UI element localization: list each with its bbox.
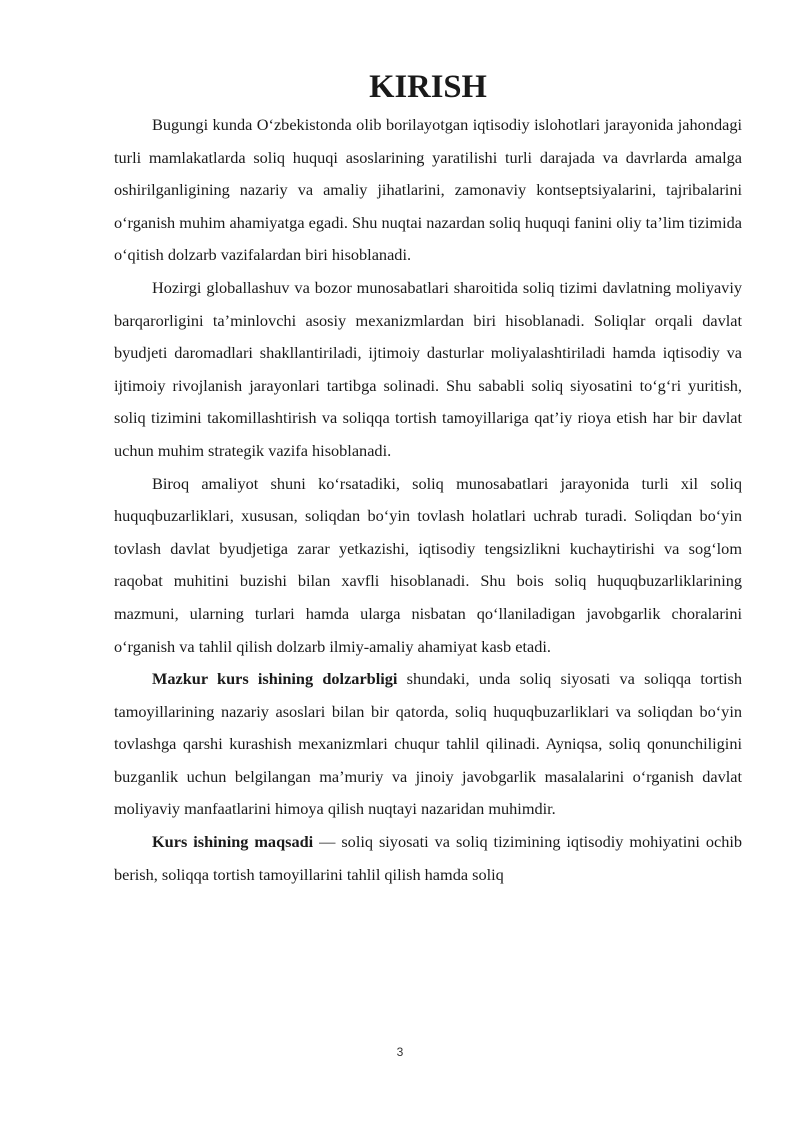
paragraph-text: — soliq siyosati va soliq tizimining iqtisodiy mohiyatini ochib berish, soliqqa tortish tamoyillarini tahlil qilish hamda soliq [114,832,742,884]
paragraph-lead: Mazkur kurs ishining dolzarbligi [152,669,398,689]
paragraph-5 [114,826,742,891]
page-number: 3 [396,1045,404,1059]
paragraph-text: shundaki, unda soliq siyosati va soliqqa tortish tamoyillarining nazariy asoslari bilan bir qatorda, soliq huquqbuzarliklari va soliqdan bo‘yin tovlashga qarshi kurashish mexanizmlari chuqur tahlil qilinadi. Ayniqsa, soliq qonunchiligini buzganlik uchun belgilangan ma’muriy va jinoiy javobgarlik masalalarini o‘rganish davlat moliyaviy manfaatlarini himoya qilish nuqtayi nazaridan muhimdir. [114,669,742,819]
paragraph-lead: Kurs ishining maqsadi [152,832,314,852]
paragraph-3 [114,468,742,664]
paragraph-4 [114,663,742,826]
paragraph-1 [114,109,742,272]
section-heading: KIRISH [369,69,487,105]
paragraph-2 [114,272,742,468]
paragraph-text: Bugungi kunda O‘zbekistonda olib borilayotgan iqtisodiy islohotlari jarayonida jahondagi turli mamlakatlarda soliq huquqi asoslarining yaratilishi turli darajada va davrlarda amalga oshirilganligining nazariy va amaliy jihatlarini, zamonaviy kontseptsiyalarini, tajribalarini o‘rganish muhim ahamiyatga egadi. Shu nuqtai nazardan soliq huquqi fanini oliy ta’lim tizimida o‘qitish dolzarb vazifalardan biri hisoblanadi. [114,115,742,265]
paragraph-text: Hozirgi globallashuv va bozor munosabatlari sharoitida soliq tizimi davlatning moliyaviy barqarorligini ta’minlovchi asosiy mexanizmlardan biri hisoblanadi. Soliqlar orqali davlat byudjeti daromadlari shakllantiriladi, ijtimoiy dasturlar moliyalashtiriladi hamda iqtisodiy va ijtimoiy rivojlanish jarayonlari tartibga solinadi. Shu sababli soliq siyosatini to‘g‘ri yuritish, soliq tizimini takomillashtirish va soliqqa tortish tamoyillariga qat’iy rioya etish har bir davlat uchun muhim strategik vazifa hisoblanadi. [114,277,742,460]
paragraph-text: Biroq amaliyot shuni ko‘rsatadiki, soliq munosabatlari jarayonida turli xil soliq huquqbuzarliklari, xususan, soliqdan bo‘yin tovlash holatlari uchrab turadi. Soliqdan bo‘yin tovlash davlat byudjetiga zarar yetkazishi, iqtisodiy tengsizlikni kuchaytirishi va sog‘lom raqobat muhitini buzishi bilan xavfli hisoblanadi. Shu bois soliq huquqbuzarliklarining mazmuni, ularning turlari hamda ularga nisbatan qo‘llaniladigan javobgarlik choralarini o‘rganish va tahlil qilish dolzarb ilmiy-amaliy ahamiyat kasb etadi. [114,473,742,656]
page-body [114,69,742,891]
